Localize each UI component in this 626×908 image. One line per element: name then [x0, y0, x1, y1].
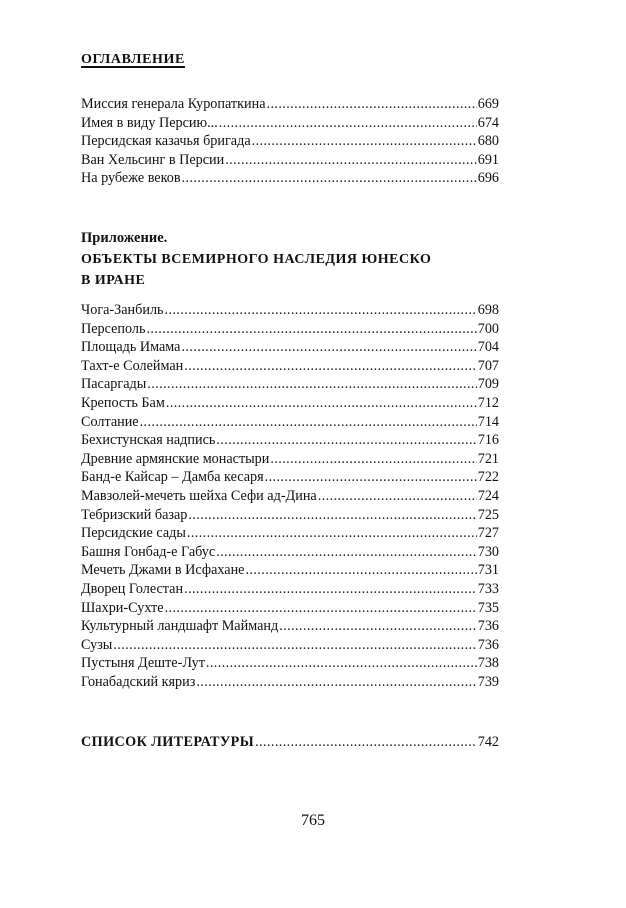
entry-page-number: 730: [477, 543, 499, 560]
toc-entry: [81, 673, 499, 692]
toc-entry: [81, 636, 499, 655]
toc-entry: [81, 599, 499, 618]
entry-page-number: 700: [477, 320, 499, 337]
entry-title: Персидские сады: [81, 525, 186, 542]
entry-page-number: 669: [477, 96, 499, 112]
entry-title: Древние армянские монастыри: [81, 450, 270, 467]
dot-leader: [182, 169, 477, 188]
entry-title: Культурный ландшафт Майманд: [81, 618, 279, 635]
toc-entry: [81, 487, 499, 506]
entry-title: Дворец Голестан: [81, 580, 184, 597]
entry-page-number: 691: [477, 151, 499, 168]
toc-heading: ОГЛАВЛЕНИЕ: [81, 52, 185, 67]
dot-leader: [225, 151, 477, 170]
entry-page-number: 722: [477, 469, 499, 486]
toc-entry: [81, 468, 499, 487]
entry-page-number: 712: [477, 394, 499, 411]
dot-leader: [181, 338, 476, 357]
entry-title: Сузы: [81, 636, 113, 653]
toc-entry: [81, 733, 499, 752]
entry-title: Крепость Бам: [81, 394, 165, 411]
toc-entry: [81, 617, 499, 636]
toc-entry: [81, 561, 499, 580]
dot-leader: [265, 468, 477, 487]
toc-entry: [81, 132, 499, 151]
entry-page-number: 738: [477, 655, 499, 672]
entry-page-number: 696: [477, 170, 499, 187]
toc-entry: [81, 413, 499, 432]
entry-title: Персеполь: [81, 320, 146, 337]
appendix-title-line-1: ОБЪЕКТЫ ВСЕМИРНОГО НАСЛЕДИЯ ЮНЕСКО: [81, 252, 432, 267]
dot-leader: [216, 431, 476, 450]
toc-entry: [81, 320, 499, 339]
toc-entry: [81, 506, 499, 525]
entry-page-number: 680: [477, 133, 499, 150]
toc-main-list: [81, 95, 499, 188]
toc-entry: [81, 524, 499, 543]
entry-page-number: 739: [477, 673, 499, 690]
toc-entry: [81, 151, 499, 170]
dot-leader: [165, 599, 477, 618]
dot-leader: [216, 543, 477, 562]
dot-leader: [188, 506, 476, 525]
entry-page-number: 674: [477, 114, 499, 131]
entry-title: Мавзолей-мечеть шейха Сефи ад-Дина: [81, 487, 317, 504]
entry-page-number: 727: [477, 525, 499, 542]
entry-page-number: 725: [477, 506, 499, 523]
entry-title: Тахт-е Солейман: [81, 357, 184, 374]
entry-title: Гонабадский кяриз: [81, 673, 196, 690]
dot-leader: [279, 617, 477, 636]
toc-entry: [81, 169, 499, 188]
entry-title: Миссия генерала Куропаткина: [81, 96, 266, 112]
entry-title: Тебризский базар: [81, 506, 188, 523]
toc-appendix-list: [81, 301, 499, 691]
dot-leader: [187, 524, 477, 543]
toc-entry: [81, 431, 499, 450]
entry-title: Пасаргады: [81, 376, 147, 393]
dot-leader: [147, 375, 476, 394]
bibliography-entry: [81, 733, 499, 752]
entry-page-number: 731: [477, 562, 499, 579]
entry-title: Бехистунская надпись: [81, 432, 216, 449]
dot-leader: [113, 636, 476, 655]
appendix-heading: [81, 228, 431, 291]
entry-title: На рубеже веков: [81, 170, 181, 187]
dot-leader: [140, 413, 477, 432]
dot-leader: [165, 301, 477, 320]
entry-title: СПИСОК ЛИТЕРАТУРЫ: [81, 734, 255, 750]
dot-leader: [245, 561, 476, 580]
entry-page-number: 736: [477, 618, 499, 635]
dot-leader: [166, 394, 477, 413]
entry-title: Ван Хельсинг в Персии: [81, 151, 225, 168]
entry-title: Мечеть Джами в Исфахане: [81, 562, 245, 579]
dot-leader: [219, 114, 477, 133]
entry-page-number: 735: [477, 599, 499, 616]
toc-entry: [81, 338, 499, 357]
entry-title: Пустыня Деште-Лут: [81, 655, 205, 672]
dot-leader: [196, 673, 476, 692]
entry-page-number: 736: [477, 636, 499, 653]
entry-page-number: 742: [477, 734, 499, 750]
dot-leader: [255, 733, 477, 752]
dot-leader: [184, 580, 477, 599]
toc-entry: [81, 394, 499, 413]
toc-entry: [81, 450, 499, 469]
dot-leader: [318, 487, 477, 506]
dot-leader: [206, 654, 477, 673]
entry-page-number: 724: [477, 487, 499, 504]
entry-page-number: 714: [477, 413, 499, 430]
entry-title: Банд-е Кайсар – Дамба кесаря: [81, 469, 264, 486]
dot-leader: [184, 357, 476, 376]
toc-entry: [81, 654, 499, 673]
entry-page-number: 707: [477, 357, 499, 374]
toc-entry: [81, 375, 499, 394]
entry-title: Шахри-Сухте: [81, 599, 164, 616]
dot-leader: [270, 450, 476, 469]
toc-entry: [81, 114, 499, 133]
toc-entry: [81, 543, 499, 562]
entry-title: Персидская казачья бригада: [81, 133, 251, 150]
toc-entry: [81, 580, 499, 599]
dot-leader: [146, 320, 476, 339]
entry-title: Чога-Занбиль: [81, 302, 164, 318]
entry-page-number: 733: [477, 580, 499, 597]
entry-title: Солтание: [81, 413, 139, 430]
page-number: 765: [301, 812, 325, 829]
entry-title: Имея в виду Персию...: [81, 114, 218, 131]
dot-leader: [267, 95, 477, 114]
entry-page-number: 704: [477, 339, 499, 356]
entry-page-number: 721: [477, 450, 499, 467]
entry-page-number: 698: [477, 302, 499, 318]
dot-leader: [252, 132, 477, 151]
toc-entry: [81, 301, 499, 320]
entry-page-number: 709: [477, 376, 499, 393]
appendix-title-line-2: В ИРАНЕ: [81, 273, 146, 288]
entry-title: Башня Гонбад-е Габус: [81, 543, 216, 560]
toc-entry: [81, 357, 499, 376]
entry-page-number: 716: [477, 432, 499, 449]
entry-title: Площадь Имама: [81, 339, 181, 356]
appendix-label: Приложение.: [81, 230, 168, 246]
toc-entry: [81, 95, 499, 114]
